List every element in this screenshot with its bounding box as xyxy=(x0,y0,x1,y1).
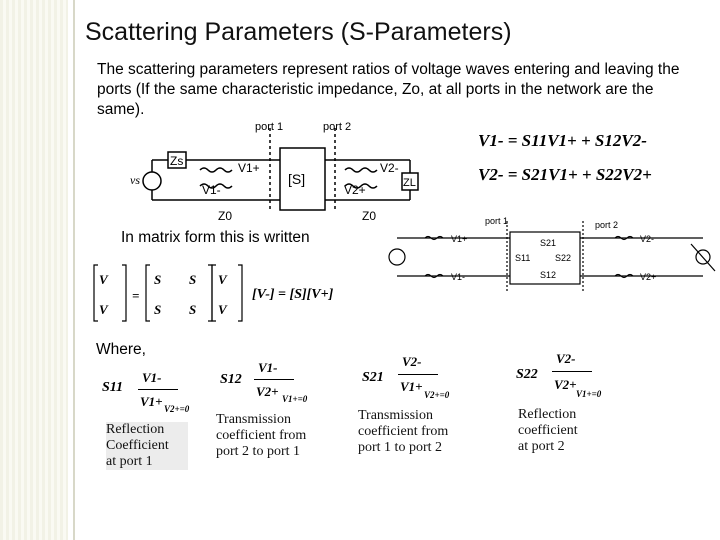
v2minus-label-2: V2- xyxy=(640,234,655,244)
s12-numerator: V1- xyxy=(258,360,278,375)
svg-text:V: V xyxy=(99,272,108,287)
two-port-network-diagram xyxy=(130,120,435,222)
v1minus-label-2: V1- xyxy=(451,272,466,282)
s12-denominator: V2+ xyxy=(256,384,279,399)
matrix-compact-form: [V-] = [S][V+] xyxy=(252,287,334,302)
decorative-sidebar xyxy=(0,0,68,540)
port1-label-2: port 1 xyxy=(485,216,509,226)
equation-2: V2- = S21V1+ + S22V2+ xyxy=(478,165,652,184)
s22-denominator: V2+ xyxy=(554,377,577,392)
s21-definition xyxy=(356,348,464,458)
s21-caption: Transmission coefficient from port 1 to port 2 xyxy=(358,408,449,455)
s12-symbol: S12 xyxy=(220,372,242,387)
matrix-equation xyxy=(92,262,377,324)
svg-text:V: V xyxy=(218,272,227,287)
s11-block-label: S11 xyxy=(515,253,531,263)
svg-text:S: S xyxy=(154,302,162,317)
svg-text:S: S xyxy=(189,272,197,287)
s22-definition xyxy=(506,343,612,463)
equation-block xyxy=(478,124,658,194)
s12-block-label: S12 xyxy=(540,270,557,280)
zs-label: Zs xyxy=(170,154,184,168)
v2plus-label-2: V2+ xyxy=(640,272,657,282)
s21-condition: V2+=0 xyxy=(424,390,450,400)
s12-condition: V1+=0 xyxy=(282,394,308,404)
source-label: vs xyxy=(130,173,140,187)
svg-text:V: V xyxy=(99,302,108,317)
s12-definition xyxy=(216,358,322,464)
v2plus-label: V2+ xyxy=(344,183,366,197)
v1plus-label: V1+ xyxy=(238,161,260,175)
s11-symbol: S11 xyxy=(102,380,124,395)
intro-paragraph: The scattering parameters represent ratios of voltage waves entering and leaving the ports (If the same characteristic impedance, Zo, at all ports in the network are the same). xyxy=(97,61,680,118)
equation-1: V1- = S11V1+ + S12V2- xyxy=(478,131,647,150)
svg-text:S: S xyxy=(154,272,162,287)
svg-text:V: V xyxy=(218,302,227,317)
s11-condition: V2+=0 xyxy=(164,404,190,414)
where-label: Where, xyxy=(96,341,146,358)
z0-right-label: Z0 xyxy=(362,209,377,222)
s21-block-label: S21 xyxy=(540,238,557,248)
s22-numerator: V2- xyxy=(556,351,576,366)
v1plus-label-2: V1+ xyxy=(451,234,468,244)
matrix-form-label: In matrix form this is written xyxy=(121,229,310,246)
s21-symbol: S21 xyxy=(362,370,384,385)
v2minus-label: V2- xyxy=(380,161,399,175)
s11-numerator: V1- xyxy=(142,370,162,385)
s11-definition xyxy=(100,366,190,471)
s22-caption: Reflection coefficient at port 2 xyxy=(518,407,578,454)
s22-symbol: S22 xyxy=(516,367,538,382)
sidebar-divider xyxy=(73,0,75,540)
s12-caption: Transmission coefficient from port 2 to port 1 xyxy=(216,412,307,459)
s11-caption: Reflection Coefficient at port 1 xyxy=(106,422,188,470)
s22-condition: V1+=0 xyxy=(576,389,602,399)
port2-label: port 2 xyxy=(323,121,352,133)
s11-denominator: V1+ xyxy=(140,394,163,409)
wave-network-diagram xyxy=(385,216,720,294)
v1minus-label: V1- xyxy=(202,183,221,197)
svg-text:=: = xyxy=(132,288,140,303)
s21-numerator: V2- xyxy=(402,354,422,369)
s-block-label: [S] xyxy=(288,171,306,187)
s22-block-label: S22 xyxy=(555,253,572,263)
port1-label: port 1 xyxy=(255,121,284,133)
zl-label: ZL xyxy=(403,177,416,189)
svg-text:S: S xyxy=(189,302,197,317)
slide-title: Scattering Parameters (S-Parameters) xyxy=(85,18,512,46)
port2-label-2: port 2 xyxy=(595,220,619,230)
z0-left-label: Z0 xyxy=(218,209,233,222)
s21-denominator: V1+ xyxy=(400,379,423,394)
